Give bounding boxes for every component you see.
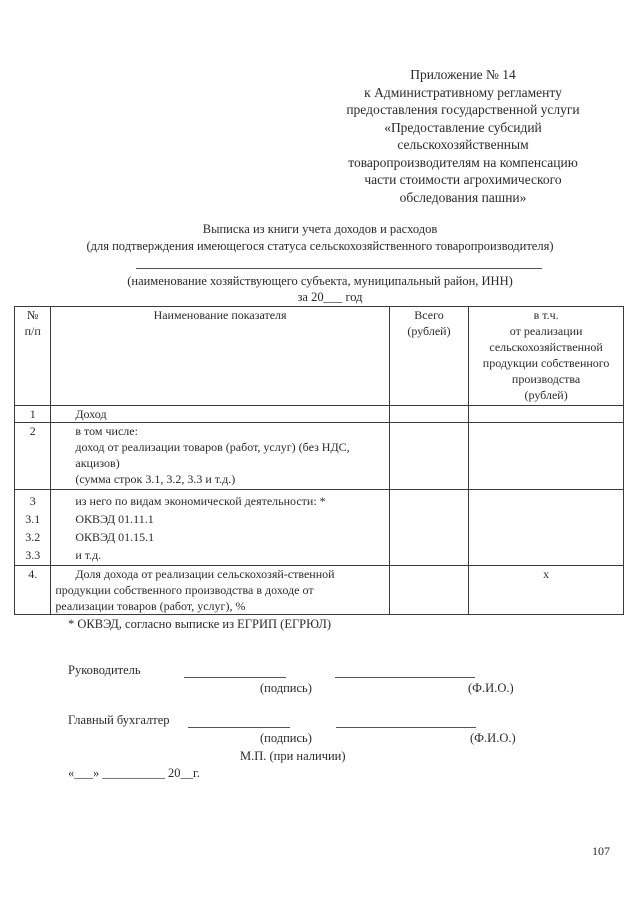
row-name bbox=[51, 566, 389, 615]
appendix-line: «Предоставление субсидий bbox=[384, 119, 542, 135]
accountant-label: Главный бухгалтер bbox=[68, 713, 170, 727]
row-num-line: 3.3 bbox=[25, 548, 41, 562]
appendix-line: сельскохозяйственным bbox=[397, 137, 529, 152]
row-name-line: ОКВЭД 01.11.1 bbox=[75, 512, 154, 526]
row-num-line: 1 bbox=[29, 407, 36, 421]
row-name-line: реализации товаров (работ, услуг), % bbox=[55, 599, 246, 613]
row-name-line: (сумма строк 3.1, 3.2, 3.3 и т.д.) bbox=[75, 472, 236, 486]
row-name-line: доход от реализации товаров (работ, услуг) (без НДС, bbox=[75, 440, 350, 454]
row-name bbox=[51, 490, 389, 566]
row-num-line: 3.2 bbox=[25, 530, 41, 544]
header-name: Наименование показателя bbox=[51, 307, 389, 406]
appendix-line: товаропроизводителям на компенсацию bbox=[348, 154, 578, 170]
row-name-line: акцизов) bbox=[75, 456, 120, 470]
appendix-line: к Административному регламенту bbox=[364, 84, 562, 100]
row-num bbox=[15, 406, 51, 423]
row-subtotal: х bbox=[469, 566, 624, 615]
header-sub-line: продукции собственного bbox=[482, 356, 610, 370]
head-name-line bbox=[335, 677, 475, 678]
appendix-line: части стоимости агрохимического bbox=[364, 172, 562, 187]
header-total-line: (рублей) bbox=[407, 324, 451, 338]
row-total bbox=[389, 490, 468, 566]
stamp-note: М.П. (при наличии) bbox=[240, 749, 346, 763]
row-name-line: продукции собственного производства в доходе от bbox=[55, 583, 314, 597]
table-row bbox=[15, 423, 624, 490]
row-num-line: 3.1 bbox=[25, 512, 41, 526]
row-total bbox=[389, 423, 468, 490]
row-subtotal bbox=[469, 490, 624, 566]
document-title: Выписка из книги учета доходов и расходов bbox=[202, 222, 438, 236]
row-name-line: Доля дохода от реализации сельскохозяй-ственной bbox=[75, 567, 335, 581]
row-name-line: в том числе: bbox=[75, 424, 138, 438]
header-num-line: п/п bbox=[24, 324, 41, 338]
appendix-line: предоставления государственной услуги bbox=[346, 102, 580, 117]
row-name-line: ОКВЭД 01.15.1 bbox=[75, 530, 155, 544]
footnote: * ОКВЭД, согласно выписке из ЕГРИП (ЕГРЮЛ) bbox=[68, 617, 331, 631]
row-total bbox=[389, 566, 468, 615]
row-name-line: и т.д. bbox=[75, 548, 102, 562]
head-label: Руководитель bbox=[68, 663, 141, 677]
table-row bbox=[15, 406, 624, 423]
row-num bbox=[15, 490, 51, 566]
accountant-name-line bbox=[336, 727, 476, 728]
header-total-line: Всего bbox=[414, 308, 444, 322]
header-sub-line: (рублей) bbox=[524, 388, 568, 402]
row-num-line: 2 bbox=[29, 424, 36, 438]
row-subtotal bbox=[469, 423, 624, 490]
header-sub-line: от реализации bbox=[509, 324, 583, 338]
header-sub-line: сельскохозяйственной bbox=[489, 340, 603, 354]
row-num bbox=[15, 566, 51, 615]
accountant-name-caption: (Ф.И.О.) bbox=[470, 731, 516, 745]
head-signature-line bbox=[184, 677, 286, 678]
row-name-line: Доход bbox=[75, 407, 107, 421]
table-row bbox=[15, 490, 624, 566]
appendix-header bbox=[300, 66, 626, 206]
entity-caption: (наименование хозяйствующего субъекта, муниципальный район, ИНН) bbox=[127, 274, 513, 288]
header-num bbox=[15, 307, 51, 406]
head-name-caption: (Ф.И.О.) bbox=[468, 681, 514, 695]
table-row bbox=[15, 566, 624, 615]
appendix-line: Приложение № 14 bbox=[410, 67, 516, 82]
row-num-line: 4. bbox=[28, 567, 38, 581]
header-total bbox=[389, 307, 468, 406]
accountant-signature-caption: (подпись) bbox=[260, 731, 312, 745]
appendix-line: обследования пашни» bbox=[399, 189, 527, 205]
table-header-row bbox=[15, 307, 624, 406]
row-num bbox=[15, 423, 51, 490]
accountant-signature-line bbox=[188, 727, 290, 728]
row-num-line: 3 bbox=[29, 494, 36, 508]
row-name-line: из него по видам экономической деятельности: * bbox=[75, 494, 326, 508]
entity-name-line bbox=[136, 268, 542, 269]
header-sub-line: производства bbox=[511, 372, 581, 386]
page-number: 107 bbox=[592, 844, 610, 858]
row-name bbox=[51, 406, 389, 423]
document-subtitle: (для подтверждения имеющегося статуса сельскохозяйственного товаропроизводителя) bbox=[86, 239, 554, 253]
date-line: «___» __________ 20__г. bbox=[68, 766, 200, 780]
head-signature-caption: (подпись) bbox=[260, 681, 312, 695]
row-total bbox=[389, 406, 468, 423]
year-line: за 20___ год bbox=[297, 290, 363, 304]
header-subtotal bbox=[469, 307, 624, 406]
header-num-line: № bbox=[26, 308, 39, 322]
header-sub-line: в т.ч. bbox=[533, 308, 559, 322]
row-subtotal bbox=[469, 406, 624, 423]
row-name bbox=[51, 423, 389, 490]
income-table bbox=[14, 306, 624, 615]
